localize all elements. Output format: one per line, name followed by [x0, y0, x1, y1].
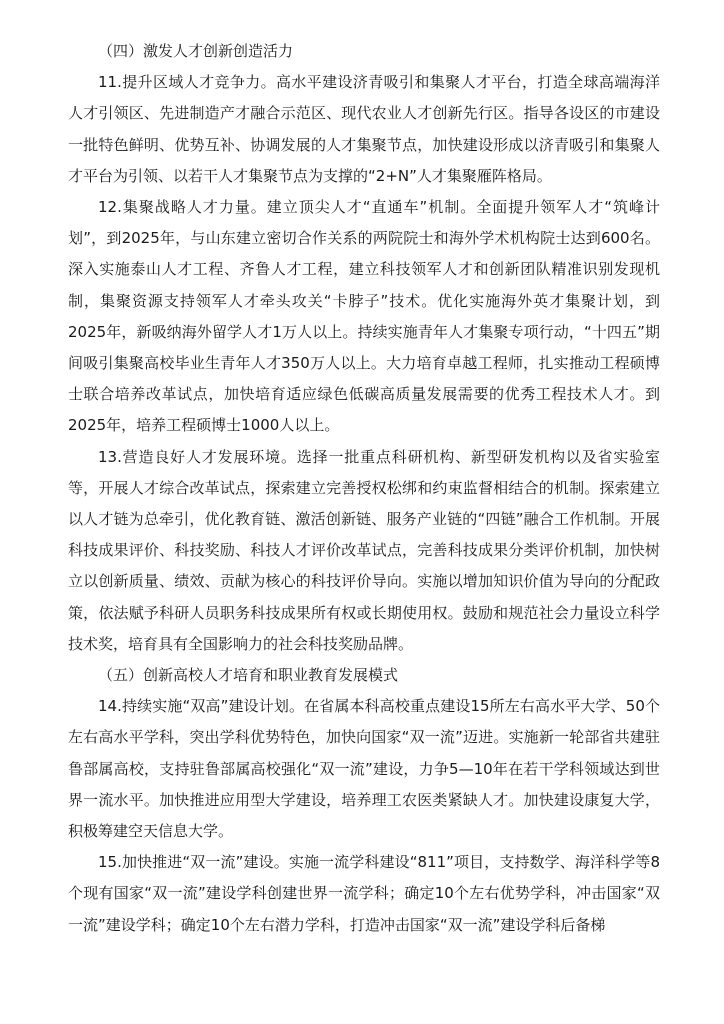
section-heading-5: （五）创新高校人才培育和职业教育发展模式	[98, 666, 399, 685]
paragraph-14: 14.持续实施“双高”建设计划。在省属本科高校重点建设15所左右高水平大学、50个左右高水平学科，突出学科优势特色，加快向国家“双一流”迈进。实施新一轮部省共建驻鲁部属高校，支持驻鲁部属高校强化“双一流”建设，力争5—10年在若干学科领域达到世界一流水平。加快推进应用型大学建设，培养理工农医类紧缺人才。加快建设康复大学，积极筹建空天信息大学。	[68, 697, 660, 841]
section-heading-4: （四）激发人才创新创造活力	[98, 42, 294, 60]
paragraph-11: 11.提升区域人才竞争力。高水平建设济青吸引和集聚人才平台，打造全球高端海洋人才引领区、先进制造产才融合示范区、现代农业人才创新先行区。指导各设区的市建设一批特色鲜明、优势互补、协调发展的人才集聚节点，加快建设形成以济青吸引和集聚人才平台为引领、以若干人才集聚节点为支撑的“2+N”人才集聚雁阵格局。	[68, 73, 660, 185]
document-page	[68, 36, 660, 941]
paragraph-15: 15.加快推进“双一流”建设。实施一流学科建设“811”项目，支持数学、海洋科学等8个现有国家“双一流”建设学科创建世界一流学科；确定10个左右优势学科，冲击国家“双一流”建设学科；确定10个左右潜力学科，打造冲击国家“双一流”建设学科后备梯	[68, 853, 660, 934]
paragraph-13: 13.营造良好人才发展环境。选择一批重点科研机构、新型研发机构以及省实验室等，开展人才综合改革试点，探索建立完善授权松绑和约束监督相结合的机制。探索建立以人才链为总牵引，优化教育链、激活创新链、服务产业链的“四链”融合工作机制。开展科技成果评价、科技奖励、科技人才评价改革试点，完善科技成果分类评价机制，加快树立以创新质量、绩效、贡献为核心的科技评价导向。实施以增加知识价值为导向的分配政策，依法赋予科研人员职务科技成果所有权或长期使用权。鼓励和规范社会力量设立科学技术奖，培育具有全国影响力的社会科技奖励品牌。	[68, 447, 660, 653]
paragraph-12: 12.集聚战略人才力量。建立顶尖人才“直通车”机制。全面提升领军人才“筑峰计划”，到2025年，与山东建立密切合作关系的两院院士和海外学术机构院士达到600名。深入实施泰山人才工程、齐鲁人才工程，建立科技领军人才和创新团队精准识别发现机制，集聚资源支持领军人才牵头攻关“卡脖子”技术。优化实施海外英才集聚计划，到2025年，新吸纳海外留学人才1万人以上。持续实施青年人才集聚专项行动，“十四五”期间吸引集聚高校毕业生青年人才350万人以上。大力培育卓越工程师，扎实推动工程硕博士联合培养改革试点，加快培育适应绿色低碳高质量发展需要的优秀工程技术人才。到2025年，培养工程硕博士1000人以上。	[68, 198, 660, 435]
